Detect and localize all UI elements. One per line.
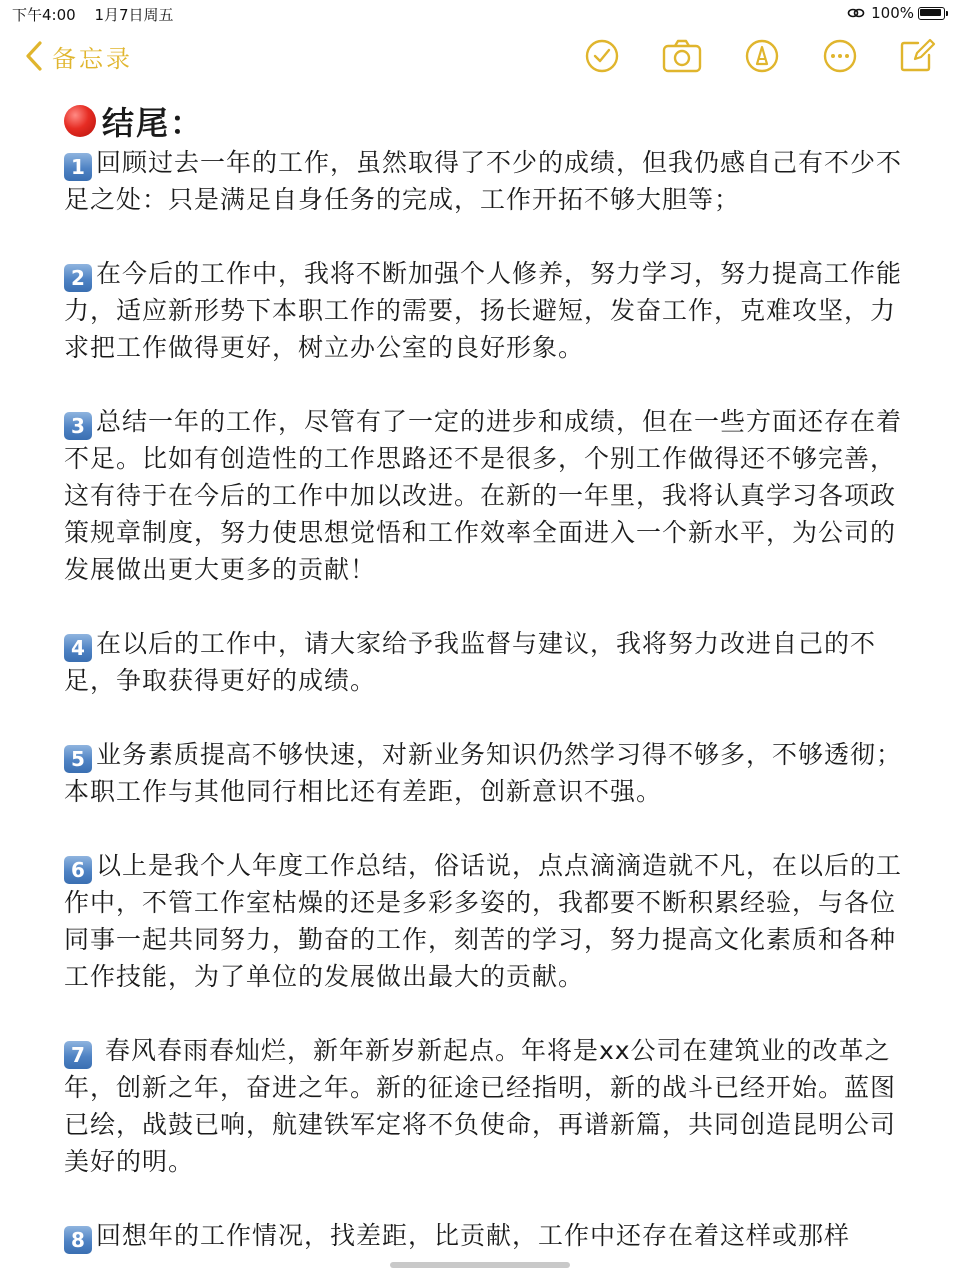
markup-pen-icon [742, 38, 782, 74]
status-right [847, 4, 948, 22]
paragraph-text: 在今后的工作中，我将不断加强个人修养，努力学习，努力提高工作能力，适应新形势下本职工作的需要，扬长避短，发奋工作，克难攻坚，力求把工作做得更好，树立办公室的良好形象。 [64, 259, 903, 362]
battery-fill [920, 9, 941, 16]
note-paragraph-3 [64, 403, 904, 588]
battery-icon [918, 7, 948, 20]
note-paragraph-5 [64, 736, 904, 810]
number-badge-icon: 7 [64, 1041, 92, 1069]
link-icon [847, 7, 865, 19]
note-paragraph-4 [64, 625, 904, 699]
status-left [12, 4, 174, 25]
camera-button[interactable] [662, 38, 702, 74]
camera-icon [662, 38, 702, 74]
number-badge-icon: 2 [64, 264, 92, 292]
number-badge-icon: 6 [64, 856, 92, 884]
compose-icon [898, 38, 938, 74]
paragraph-text: 业务素质提高不够快速，对新业务知识仍然学习得不够多，不够透彻；本职工作与其他同行相比还有差距，创新意识不强。 [64, 740, 903, 806]
note-paragraph-8 [64, 1217, 904, 1254]
note-title [64, 98, 904, 144]
status-bar [0, 0, 960, 26]
paragraph-text: 春风春雨春灿烂，新年新岁新起点。年将是xx公司在建筑业的改革之年，创新之年，奋进之年。新的征途已经指明，新的战斗已经开始。蓝图已绘，战鼓已响，航建铁军定将不负使命，再谱新篇，共同创造昆明公司美好的明。 [64, 1036, 897, 1176]
status-date: 1月7日周五 [94, 6, 174, 24]
note-title-text: 结尾： [102, 104, 205, 142]
paragraph-text: 在以后的工作中，请大家给予我监督与建议，我将努力改进自己的不足，争取获得更好的成绩。 [64, 629, 877, 695]
red-circle-icon [64, 105, 96, 137]
note-paragraph-2 [64, 255, 904, 366]
paragraph-text: 以上是我个人年度工作总结，俗话说，点点滴滴造就不凡，在以后的工作中，不管工作室枯燥的还是多彩多姿的，我都要不断积累经验，与各位同事一起共同努力，勤奋的工作，刻苦的学习，努力提高文化素质和各种工作技能，为了单位的发展做出最大的贡献。 [64, 851, 903, 991]
more-options-icon [820, 38, 860, 74]
number-badge-icon: 4 [64, 634, 92, 662]
note-paragraph-6 [64, 847, 904, 995]
paragraph-text: 回顾过去一年的工作，虽然取得了不少的成绩，但我仍感自己有不少不足之处：只是满足自身任务的完成，工作开拓不够大胆等； [64, 148, 903, 214]
checklist-button[interactable] [582, 38, 622, 74]
paragraph-text: 回想年的工作情况，找差距，比贡献，工作中还存在着这样或那样 [96, 1221, 851, 1250]
number-badge-icon: 8 [64, 1226, 92, 1254]
checklist-icon [582, 38, 622, 74]
battery-percent: 100% [871, 4, 914, 22]
markup-button[interactable] [742, 38, 782, 74]
number-badge-icon: 1 [64, 153, 92, 181]
status-time: 下午4:00 [12, 6, 76, 24]
chevron-left-icon [24, 40, 44, 72]
note-paragraph-7 [64, 1032, 904, 1180]
back-label: 备忘录 [52, 44, 133, 73]
note-paragraph-1 [64, 144, 904, 218]
compose-button[interactable] [898, 38, 938, 74]
more-options-button[interactable] [820, 38, 860, 74]
notes-toolbar [0, 26, 960, 86]
note-body[interactable] [64, 98, 904, 1254]
number-badge-icon: 3 [64, 412, 92, 440]
number-badge-icon: 5 [64, 745, 92, 773]
home-indicator[interactable] [390, 1262, 570, 1268]
paragraph-text: 总结一年的工作，尽管有了一定的进步和成绩，但在一些方面还存在着不足。比如有创造性的工作思路还不是很多，个别工作做得还不够完善，这有待于在今后的工作中加以改进。在新的一年里，我将认真学习各项政策规章制度，努力使思想觉悟和工作效率全面进入一个新水平，为公司的发展做出更大更多的贡献！ [64, 407, 903, 584]
back-button[interactable] [24, 36, 133, 76]
